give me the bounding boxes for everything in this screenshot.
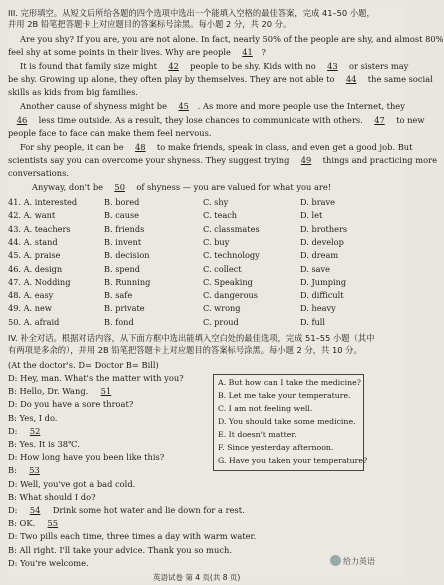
answer-blank: 54 [29,505,41,515]
option: D. difficult [300,290,344,301]
passage-line [8,115,424,125]
passage-line [20,101,405,111]
passage-text: Anyway, don't be [32,182,106,192]
passage-line [8,155,437,165]
passage-line [8,168,69,178]
passage-line [32,182,331,192]
answer-blank: 52 [29,425,41,436]
choice-option: G. Have you taken your temperature? [218,456,368,465]
question-option: 50. A. afraid [8,316,60,327]
exam-page [8,2,444,583]
passage-text: D: Well, you've got a bad cold. [8,478,136,489]
choice-option: C. I am not feeling well. [218,404,313,413]
passage-text: Are you shy? If you are, you are not alone. In fact, nearly 50% of the people are shy, and almost 80% [20,34,444,44]
passage-text: Another cause of shyness might be [20,101,170,111]
watermark: 给力英语 [343,557,375,566]
passage-text: to make friends, speak in class, and even get a good job. But [154,142,413,152]
passage-line [8,74,433,84]
answer-blank: 46 [16,115,28,125]
answer-blank: 43 [327,61,338,71]
passage-line [8,128,212,138]
dialogue-line [8,518,68,528]
option: B. fond [104,316,134,327]
passage-text: scientists say you can overcome your shyness. They suggest trying [8,155,293,165]
passage-line [8,87,138,97]
passage-text: D: [8,425,21,436]
passage-text: B: Hello, Dr. Wang. [8,386,91,397]
answer-blank: 47 [374,115,385,125]
question-option: 46. A. design [8,263,63,274]
passage-text: or sisters may [346,61,409,71]
option: C. classmates [203,223,260,234]
question-option: 45. A. praise [8,250,61,261]
option: D. let [300,210,323,221]
answer-blank: 45 [178,101,189,111]
option: C. technology [203,250,260,261]
question-option: 47. A. Nodding [8,276,71,287]
passage-text: B: OK. [8,518,38,529]
option: B. safe [104,290,133,301]
dialogue-line [8,439,80,449]
question-option: 48. A. easy [8,290,54,301]
passage-text: D: Two pills each time, three times a day with warm water. [8,531,257,542]
passage-text: B: All right. I'll take your advice. Thank you so much. [8,544,232,555]
wechat-icon [330,555,341,566]
passage-text: less time outside. As a result, they lose chances to communicate with others. [36,115,366,125]
option: B. Running [104,276,151,287]
option: C. teach [203,210,238,221]
dialogue-line [8,413,57,423]
dialogue-line [8,505,245,515]
option: C. wrong [203,303,241,314]
page-footer: 英语试卷 第 4 页(共 8 页) [153,573,241,582]
dialogue-line [8,399,133,409]
dialogue-line [8,373,184,383]
section-header: 有两项是多余的），并用 2B 铅笔把答题卡上对应题目的答案标号涂黑。每小题 2 分，共 10 分。 [8,345,362,355]
option: D. save [300,263,331,274]
dialogue-line [8,479,135,489]
dialogue-line [8,426,50,436]
choices-box [213,374,368,471]
passage-text: conversations. [8,168,69,178]
choice-option: B. Let me take your temperature. [218,391,351,400]
passage-text: things and practicing more [320,155,437,165]
passage-text: of shyness — you are valued for what you are! [133,182,332,192]
passage-text: D: Do you have a sore throat? [8,399,134,410]
choice-option: D. You should take some medicine. [218,417,356,426]
passage-text: For shy people, it can be [20,142,127,152]
dialogue-line [8,386,121,396]
option: C. proud [203,316,239,327]
answer-blank: 53 [29,465,40,476]
passage-text: ? [261,47,266,57]
passage-text: It is found that family size might [20,61,160,71]
option: B. decision [104,250,150,261]
option: C. buy [203,236,230,247]
answer-blank: 48 [134,142,146,152]
option: D. Jumping [300,276,347,287]
section-header: III. 完形填空。从短文后所给各题的四个选项中选出一个能填入空格的最佳答案，完成 41–50 小题， [8,8,375,18]
dialogue-line [8,545,232,555]
option: B. cause [104,210,140,221]
question-option: 44. A. stand [8,236,58,247]
choice-option: F. Since yesterday afternoon. [218,443,334,452]
section-header: 并用 2B 铅笔把答题卡上对应题目的答案标号涂黑。每小题 2 分，共 20 分。 [8,19,292,29]
passage-text: skills as kids from big families. [8,87,138,97]
dialogue-line [8,531,256,541]
passage-text: . As more and more people use the Internet, they [197,101,405,111]
option: D. full [300,316,326,327]
passage-text: people face to face can make them feel nervous. [8,128,212,138]
option: B. friends [104,223,145,234]
option: D. brave [300,197,335,207]
dialogue-line [8,452,164,462]
answer-blank: 55 [47,518,59,529]
passage-line [20,142,413,152]
option: B. bored [104,197,140,207]
dialogue-setting: (At the doctor's. D= Doctor B= Bill) [8,360,159,370]
option: C. collect [203,263,242,274]
answer-blank: 44 [345,74,357,84]
option: C. shy [203,197,229,207]
section-header: IV. 补全对话。根据对话内容，从下面方框中选出能填入空白处的最佳选项，完成 51–55 小题（其中 [8,333,375,343]
answer-blank: 42 [168,61,179,71]
question-option: 42. A. want [8,210,56,221]
choice-option: A. But how can I take the medicine? [218,378,361,387]
passage-line [8,47,266,57]
passage-text: Drink some hot water and lie down for a rest. [50,505,245,515]
passage-text: D: You're welcome. [8,557,89,568]
answer-blank: 49 [300,155,312,165]
answer-blank: 50 [114,182,125,192]
passage-line [20,34,444,44]
option: D. develop [300,236,344,247]
passage-text: D: How long have you been like this? [8,452,165,463]
passage-text: D: Hey, man. What's the matter with you? [8,373,184,383]
option: B. private [104,303,145,314]
passage-text: to new [393,115,425,125]
option: D. dream [300,250,339,261]
passage-text: B: What should I do? [8,491,96,502]
passage-text: B: [8,465,20,476]
passage-text: be shy. Growing up alone, they often play by themselves. They are not able to [8,74,338,84]
passage-text: D: [8,505,21,515]
question-option: 43. A. teachers [8,223,71,234]
answer-blank: 41 [242,47,253,57]
option: B. spend [104,263,141,274]
option: B. invent [104,236,142,247]
option: D. brothers [300,223,348,234]
passage-text: B: Yes, I do. [8,412,58,423]
answer-blank: 51 [100,386,112,397]
passage-text: feel shy at some points in their lives. Why are people [8,47,234,57]
passage-text: the same social [365,74,433,84]
dialogue-line [8,558,89,568]
option: C. dangerous [203,290,258,301]
question-option: 41. A. interested [8,197,78,207]
dialogue-line [8,465,50,475]
passage-text: B: Yes. It is 38℃. [8,439,81,449]
option: C. Speaking [203,276,253,287]
dialogue-line [8,492,96,502]
passage-text: people to be shy. Kids with no [187,61,319,71]
choice-option: E. It doesn't matter. [218,430,297,439]
passage-line [20,61,408,71]
option: D. heavy [300,303,336,314]
question-option: 49. A. new [8,303,52,314]
